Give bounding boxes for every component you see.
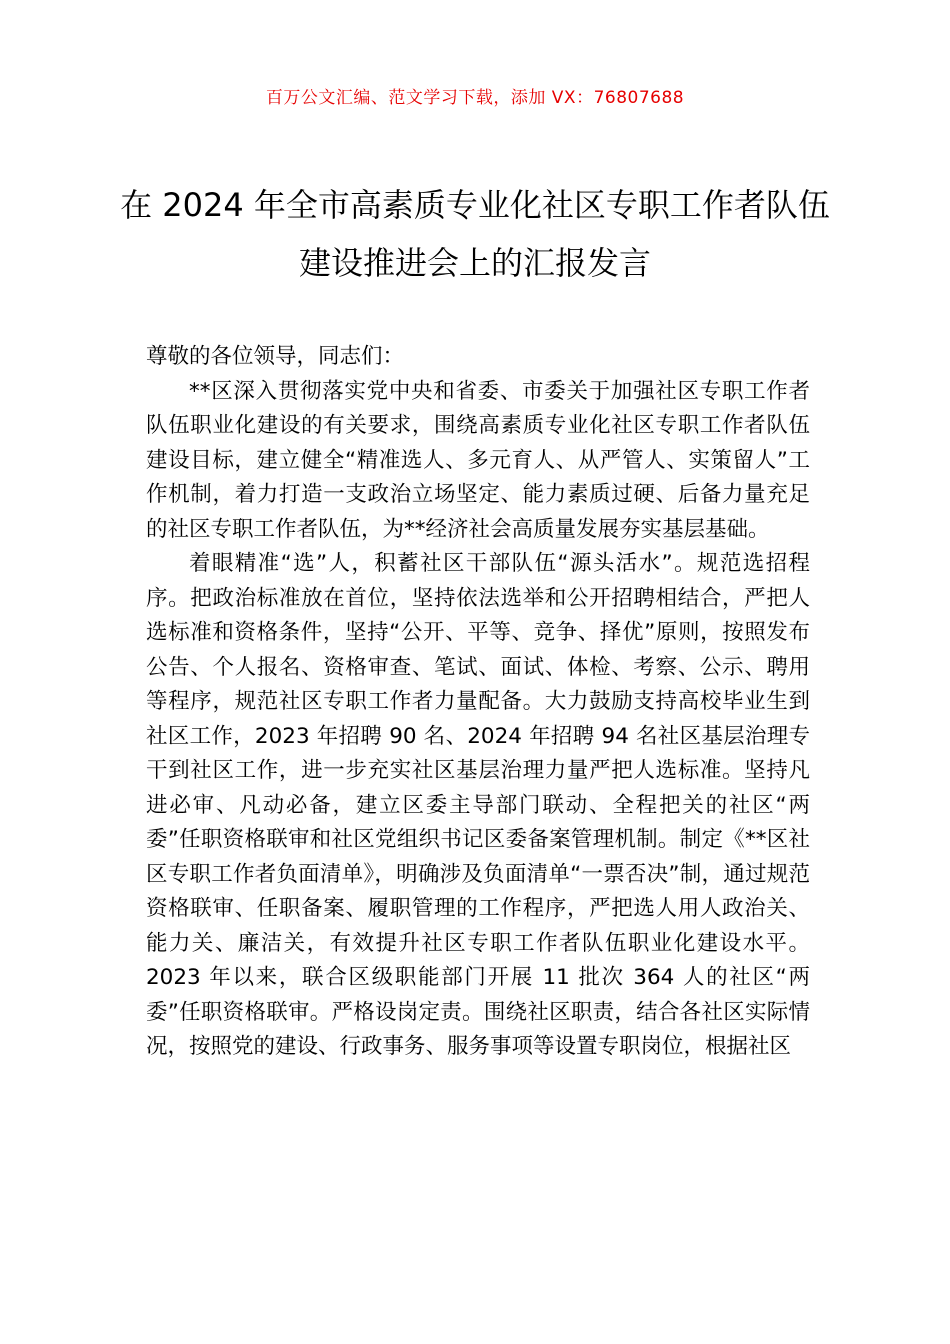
header-note: 百万公文汇编、范文学习下载，添加 VX：76807688 bbox=[265, 88, 685, 108]
paragraph-2: 着眼精准“选”人，积蓄社区干部队伍“源头活水”。规范选招程序。把政治标准放在首位，坚持依法选举和公开招聘相结合，严把人选标准和资格条件，坚持“公开、平等、竞争、择优”原则，按照发布公告、个人报名、资格审查、笔试、面试、体检、考察、公示、聘用等程序，规范社区专职工作者力量配备。大力鼓励支持高校毕业生到社区工作，2023 年招聘 90 名、2024 年招聘 94 名社区基层治理专干到社区工作，进一步充实社区基层治理力量严把人选标准。坚持凡进必审、凡动必备，建立区委主导部门联动、全程把关的社区“两委”任职资格联审和社区党组织书记区委备案管理机制。制定《**区社区专职工作者负面清单》，明确涉及负面清单“一票否决”制，通过规范资格联审、任职备案、履职管理的工作程序，严把选人用人政治关、能力关、廉洁关，有效提升社区专职工作者队伍职业化建设水平。2023 年以来，联合区级职能部门开展 11 批次 364 人的社区“两委”任职资格联审。严格设岗定责。围绕社区职责，结合各社区实际情况，按照党的建设、行政事务、服务事项等设置专职岗位，根据社区 bbox=[146, 551, 810, 1059]
salutation: 尊敬的各位领导，同志们： bbox=[146, 344, 405, 369]
document-title: 在 2024 年全市高素质专业化社区专职工作者队伍建设推进会上的汇报发言 bbox=[120, 186, 830, 282]
document-body bbox=[146, 340, 810, 1065]
paragraph-1: **区深入贯彻落实党中央和省委、市委关于加强社区专职工作者队伍职业化建设的有关要求，围绕高素质专业化社区专职工作者队伍建设目标，建立健全“精准选人、多元育人、从严管人、实策留人”工作机制，着力打造一支政治立场坚定、能力素质过硬、后备力量充足的社区专职工作者队伍，为**经济社会高质量发展夯实基层基础。 bbox=[146, 378, 810, 542]
